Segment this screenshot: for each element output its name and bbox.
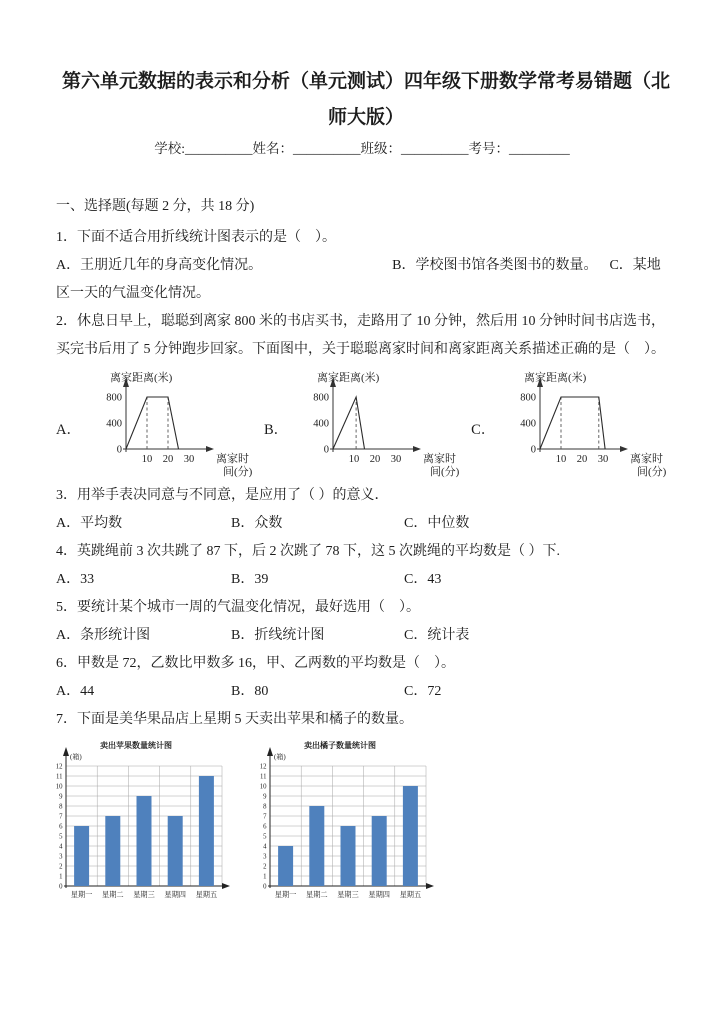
question-5-options (56, 622, 668, 650)
svg-text:2: 2 (59, 863, 63, 871)
question-2-text: 2．休息日早上，聪聪到离家 800 米的书店买书，走路用了 10 分钟，然后用 10 分钟时间书店选书，买完书后用了 5 分钟跑步回家。下面图中，关于聪聪离家时间和离家距离关系描述正确的是（ ）。 (56, 314, 665, 357)
q4-option-c: C．43 (404, 572, 442, 587)
svg-text:8: 8 (263, 803, 267, 811)
svg-text:400: 400 (520, 418, 537, 430)
svg-text:1: 1 (59, 873, 63, 881)
question-4-text: 4．英跳绳前 3 次共跳了 87 下，后 2 次跳了 78 下，这 5 次跳绳的平均数是（ ）下. (56, 544, 560, 559)
q3-option-a: A．平均数 (56, 516, 123, 531)
q4-option-a: A．33 (56, 572, 95, 587)
distance-time-line-chart-a (82, 369, 264, 479)
question-3-options (56, 510, 668, 538)
svg-text:10: 10 (55, 783, 63, 791)
question-1-text: 1．下面不适合用折线统计图表示的是（ ）。 (56, 230, 336, 245)
svg-text:0: 0 (323, 444, 330, 456)
svg-text:星期四: 星期四 (368, 891, 390, 899)
q1-option-c: C．某地区一天的气温变化情况。 (56, 258, 661, 301)
svg-text:离家距离(米): 离家距离(米) (109, 372, 173, 384)
q6-option-b: B．80 (231, 684, 269, 699)
student-info-line (56, 140, 668, 158)
svg-text:30: 30 (183, 454, 195, 465)
class-field: 班级：__________ (360, 141, 469, 156)
svg-text:12: 12 (259, 763, 267, 771)
svg-text:6: 6 (263, 823, 267, 831)
svg-text:9: 9 (263, 793, 267, 801)
svg-text:11: 11 (259, 773, 267, 781)
q5-option-b: B．折线统计图 (231, 628, 325, 643)
svg-text:20: 20 (162, 454, 174, 465)
svg-text:12: 12 (55, 763, 63, 771)
svg-text:离家距离(米): 离家距离(米) (317, 372, 380, 384)
question-1-options (56, 252, 668, 308)
svg-text:星期一: 星期一 (70, 891, 93, 899)
svg-text:20: 20 (577, 454, 588, 465)
distance-time-line-chart-c (496, 369, 678, 479)
svg-text:星期二: 星期二 (102, 891, 124, 899)
question-4-options (56, 566, 668, 594)
svg-text:离家距离(米): 离家距离(米) (524, 372, 587, 384)
section-heading: 一、选择题(每题 2 分，共 18 分) (56, 199, 255, 214)
svg-text:5: 5 (59, 833, 63, 841)
svg-text:星期五: 星期五 (195, 891, 218, 899)
svg-text:星期五: 星期五 (399, 891, 422, 899)
svg-text:离家时: 离家时 (215, 453, 249, 465)
q3-option-b: B．众数 (231, 516, 283, 531)
svg-text:10: 10 (556, 454, 567, 465)
apple-sales-bar-chart (34, 738, 230, 902)
svg-text:0: 0 (116, 444, 122, 456)
orange-sales-bar-chart (238, 738, 434, 902)
svg-text:间(分): 间(分) (222, 466, 253, 478)
question-3-text: 3．用举手表决同意与不同意，是应用了（ ）的意义． (56, 488, 389, 503)
chart-b-letter: B． (263, 421, 289, 438)
svg-text:3: 3 (263, 853, 267, 861)
svg-text:400: 400 (106, 418, 122, 430)
question-6-text: 6．甲数是 72，乙数比甲数多 16，甲、乙两数的平均数是（ ）。 (56, 656, 455, 671)
svg-text:星期一: 星期一 (274, 891, 297, 899)
svg-text:星期二: 星期二 (306, 891, 328, 899)
q1-option-a: A．王朋近几年的身高变化情况。 (56, 258, 263, 273)
svg-text:7: 7 (59, 813, 63, 821)
svg-text:0: 0 (59, 883, 63, 891)
exam-no-field: 考号：_________ (468, 141, 570, 156)
svg-text:卖出橘子数量统计图: 卖出橘子数量统计图 (304, 741, 376, 750)
svg-text:8: 8 (59, 803, 63, 811)
chart-option-c (471, 369, 678, 479)
svg-text:6: 6 (59, 823, 63, 831)
svg-text:10: 10 (348, 454, 360, 465)
svg-text:间(分): 间(分) (637, 466, 667, 478)
svg-text:5: 5 (263, 833, 267, 841)
svg-text:10: 10 (259, 783, 267, 791)
chart-option-a (56, 369, 264, 479)
svg-text:9: 9 (59, 793, 63, 801)
svg-text:离家时: 离家时 (423, 453, 457, 465)
q1-option-b: B．学校图书馆各类图书的数量。 (392, 258, 598, 273)
q6-option-c: C．72 (404, 684, 442, 699)
svg-text:20: 20 (369, 454, 381, 465)
svg-text:离家时: 离家时 (630, 453, 664, 465)
chart-a-letter: A． (56, 421, 81, 438)
svg-text:1: 1 (263, 873, 267, 881)
svg-text:400: 400 (313, 418, 330, 430)
svg-text:4: 4 (59, 843, 63, 851)
page-title: 第六单元数据的表示和分析（单元测试）四年级下册数学常考易错题（北师大版） (61, 71, 670, 128)
svg-text:(箱): (箱) (70, 753, 82, 761)
question-7-text: 7．下面是美华果品店上星期 5 天卖出苹果和橘子的数量。 (56, 712, 413, 727)
question-6-options (56, 678, 668, 706)
q5-option-a: A．条形统计图 (56, 628, 151, 643)
svg-text:0: 0 (263, 883, 267, 891)
svg-text:卖出苹果数量统计图: 卖出苹果数量统计图 (100, 741, 172, 750)
q4-option-b: B．39 (231, 572, 269, 587)
svg-text:3: 3 (59, 853, 63, 861)
svg-text:10: 10 (141, 454, 153, 465)
q6-option-a: A．44 (56, 684, 95, 699)
svg-text:30: 30 (390, 454, 402, 465)
chart-option-b (264, 369, 471, 479)
svg-text:800: 800 (106, 392, 122, 404)
svg-text:星期三: 星期三 (337, 891, 359, 899)
svg-text:30: 30 (598, 454, 609, 465)
svg-text:800: 800 (520, 392, 537, 404)
svg-text:0: 0 (531, 444, 537, 456)
distance-time-line-chart-b (289, 369, 471, 479)
school-field: 学校:__________ (154, 141, 253, 156)
svg-text:11: 11 (55, 773, 63, 781)
svg-text:2: 2 (263, 863, 267, 871)
question-2-charts (56, 368, 668, 480)
svg-text:间(分): 间(分) (430, 466, 460, 478)
svg-text:星期四: 星期四 (164, 891, 186, 899)
svg-text:7: 7 (263, 813, 267, 821)
svg-text:800: 800 (313, 392, 330, 404)
svg-text:4: 4 (263, 843, 267, 851)
question-5-text: 5．要统计某个城市一周的气温变化情况，最好选用（ ）。 (56, 600, 420, 615)
svg-text:(箱): (箱) (274, 753, 286, 761)
chart-c-letter: C． (471, 421, 496, 438)
svg-text:星期三: 星期三 (133, 891, 155, 899)
name-field: 姓名：__________ (252, 141, 361, 156)
q5-option-c: C．统计表 (404, 628, 470, 643)
q3-option-c: C．中位数 (404, 516, 470, 531)
question-7-charts (34, 738, 668, 902)
